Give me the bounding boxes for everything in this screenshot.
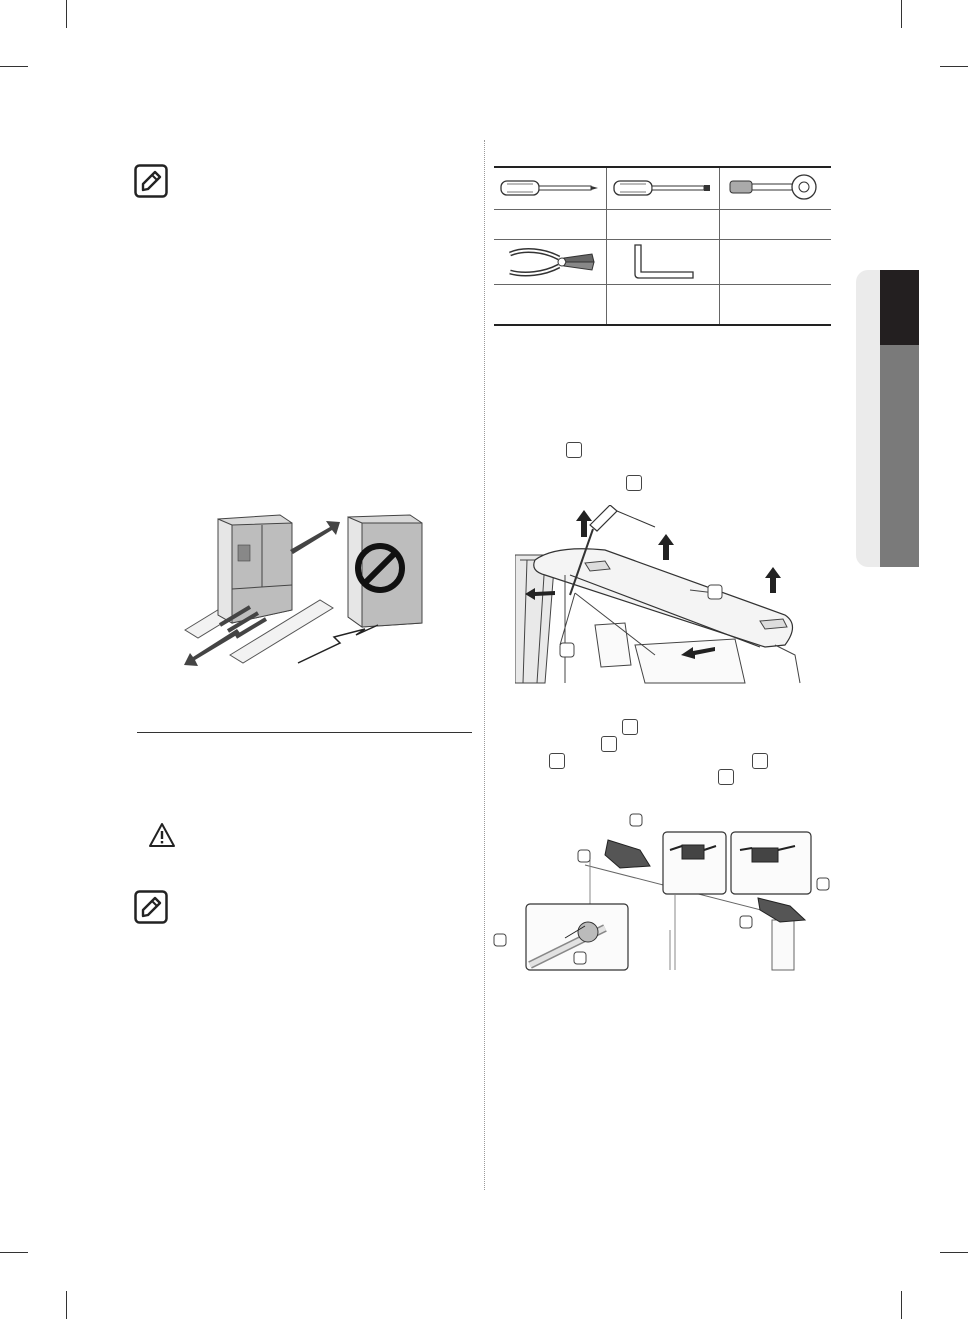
note-icon bbox=[134, 890, 168, 924]
flat-screwdriver-icon bbox=[612, 176, 712, 200]
crop-mark bbox=[901, 1291, 902, 1319]
reference-box bbox=[549, 753, 565, 769]
side-tab-background bbox=[856, 270, 880, 567]
wire-connector-illustration bbox=[490, 810, 835, 980]
side-tab-inactive bbox=[880, 345, 919, 567]
socket-wrench-icon bbox=[726, 173, 826, 203]
section-rule bbox=[137, 732, 472, 733]
caution-icon bbox=[148, 822, 176, 848]
reference-box bbox=[601, 736, 617, 752]
reference-box bbox=[752, 753, 768, 769]
crop-mark bbox=[0, 66, 28, 67]
fridge-moving-illustration bbox=[180, 505, 430, 675]
note-icon bbox=[134, 164, 168, 198]
column-divider bbox=[484, 140, 485, 1190]
tools-table bbox=[494, 166, 831, 326]
top-cover-removal-illustration bbox=[515, 505, 815, 685]
crop-mark bbox=[940, 1252, 968, 1253]
crop-mark bbox=[901, 0, 902, 28]
crop-mark bbox=[66, 0, 67, 28]
crop-mark bbox=[940, 66, 968, 67]
reference-box bbox=[626, 475, 642, 491]
pliers-icon bbox=[504, 244, 599, 280]
reference-box bbox=[718, 769, 734, 785]
crop-mark bbox=[66, 1291, 67, 1319]
crop-mark bbox=[0, 1252, 28, 1253]
phillips-screwdriver-icon bbox=[499, 176, 599, 200]
side-tab-active bbox=[880, 270, 919, 345]
reference-box bbox=[566, 442, 582, 458]
allen-wrench-icon bbox=[629, 242, 699, 282]
reference-box bbox=[622, 719, 638, 735]
